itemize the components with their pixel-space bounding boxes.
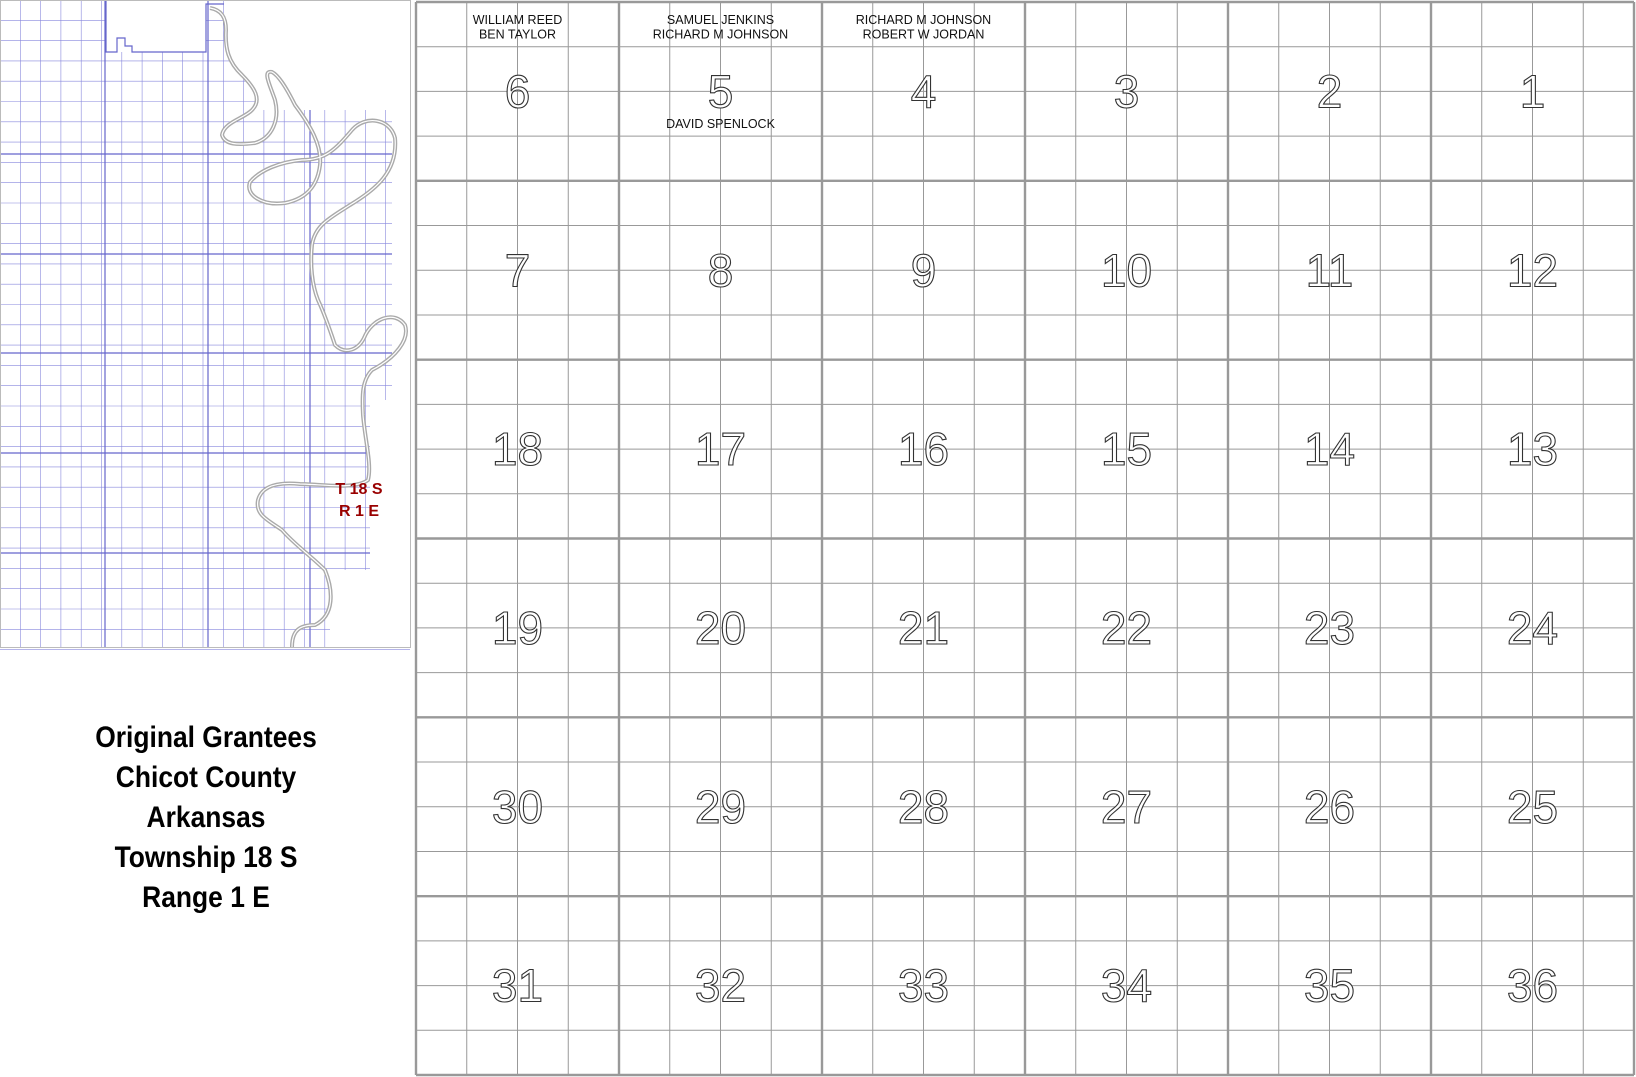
- section-number: 31: [491, 959, 544, 1012]
- grantee-name: RICHARD M JOHNSON: [855, 13, 992, 27]
- grantee-name: RICHARD M JOHNSON: [652, 27, 789, 42]
- section-number: 14: [1303, 423, 1356, 476]
- title-line-range: Range 1 E: [142, 881, 270, 914]
- section-number: 24: [1506, 601, 1559, 654]
- grantee-name: DAVID SPENLOCK: [666, 117, 775, 131]
- section-number: 13: [1506, 423, 1559, 476]
- section-number: 35: [1303, 959, 1356, 1012]
- section-number: 26: [1303, 780, 1356, 833]
- section-number: 10: [1100, 244, 1153, 297]
- section-number: 20: [694, 601, 747, 654]
- section-number: 30: [491, 780, 544, 833]
- section-number: 28: [897, 780, 950, 833]
- township-section-lines: [416, 2, 1634, 1075]
- section-number: 4: [910, 65, 937, 118]
- section-number: 25: [1506, 780, 1559, 833]
- grantee-name: SAMUEL JENKINS: [666, 13, 775, 27]
- title-line-county: Chicot County: [115, 761, 297, 794]
- section-number: 15: [1100, 423, 1153, 476]
- locator-map: [0, 0, 412, 650]
- title-line-grantees: Original Grantees: [95, 721, 317, 754]
- locator-mask: [330, 570, 412, 647]
- locator-township-label: T 18 S: [335, 481, 383, 498]
- map-title-block: [0, 718, 412, 918]
- locator-mask: [106, 0, 206, 52]
- locator-section-grid: [0, 0, 412, 647]
- section-number: 7: [504, 244, 531, 297]
- locator-mask: [224, 0, 412, 110]
- section-number: 12: [1506, 244, 1559, 297]
- title-line-state: Arkansas: [146, 801, 266, 834]
- grantee-name: BEN TAYLOR: [478, 27, 557, 42]
- section-number: 18: [491, 423, 544, 476]
- section-number: 16: [897, 423, 950, 476]
- section-number: 9: [910, 244, 937, 297]
- locator-range-label: R 1 E: [338, 503, 380, 520]
- section-number: 2: [1316, 65, 1343, 118]
- section-number: 27: [1100, 780, 1153, 833]
- section-number: 8: [707, 244, 734, 297]
- section-number: 19: [491, 601, 544, 654]
- section-number: 29: [694, 780, 747, 833]
- title-line-township: Township 18 S: [114, 841, 298, 874]
- section-number: 17: [694, 423, 747, 476]
- section-number: 34: [1100, 959, 1153, 1012]
- section-number: 22: [1100, 601, 1153, 654]
- township-section-labels: [473, 13, 1558, 1012]
- section-number: 1: [1519, 65, 1546, 118]
- grantee-name: WILLIAM REED: [472, 13, 563, 27]
- section-number: 11: [1305, 244, 1354, 297]
- section-number: 32: [694, 959, 747, 1012]
- section-number: 21: [897, 601, 950, 654]
- section-number: 36: [1506, 959, 1559, 1012]
- section-number: 3: [1113, 65, 1140, 118]
- grantee-name: ROBERT W JORDAN: [862, 27, 985, 42]
- section-number: 23: [1303, 601, 1356, 654]
- section-number: 33: [897, 959, 950, 1012]
- section-number: 6: [504, 65, 531, 118]
- township-grid: [414, 0, 1636, 1077]
- section-number: 5: [707, 65, 734, 118]
